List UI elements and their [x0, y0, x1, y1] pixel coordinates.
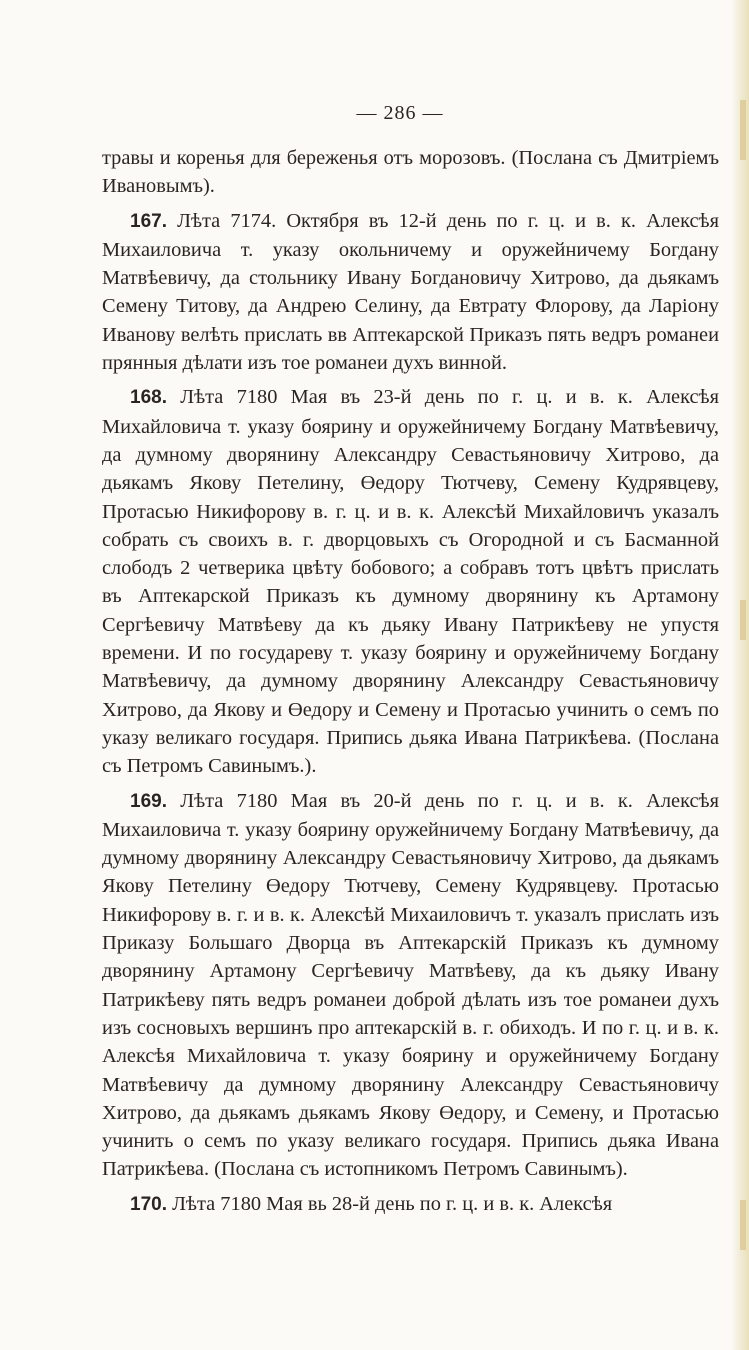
paragraph-170: [102, 1190, 719, 1219]
paragraph-169: [102, 787, 719, 1184]
edge-stain: [740, 1200, 746, 1250]
paragraph-168: [102, 383, 719, 780]
paragraph-text: Лѣта 7174. Октября въ 12-й день по г. ц. и в. к. Алексѣя Михаиловича т. указу окольничему и оружейничему Богдану Матвѣевичу, да стольнику Ивану Богдановичу Хитрово, да дьякамъ Семену Титову, да Андрею Селину, да Евтрату Флорову, да Ларіону Иванову велѣть прислать вв Аптекарской Приказъ пять ведръ романеи прянныя дѣлати изъ тое романеи духъ винной.: [102, 209, 719, 375]
entry-number: 167.: [130, 210, 167, 232]
entry-number: 170.: [130, 1193, 167, 1215]
paragraph-text: Лѣта 7180 Мая вь 28-й день по г. ц. и в. к. Алексѣя: [172, 1192, 613, 1215]
paragraph-167: [102, 207, 719, 378]
entry-number: 169.: [130, 790, 167, 812]
paragraph-continuation: [102, 144, 719, 201]
edge-stain: [740, 600, 746, 640]
paragraph-text: Лѣта 7180 Мая въ 20-й день по г. ц. и в. к. Алексѣя Михаиловича т. указу боярину оружейничему Богдану Матвѣевичу, да думному дворянину Александру Севастьяновичу Хитрово, да дьякамъ Якову Петелину Өедору Тютчеву, Семену Кудрявцеву. Протасью Никифорову в. г. и в. к. Алексѣй Михаиловичъ т. указалъ прислать изъ Приказу Большаго Дворца въ Аптекарскій Приказъ къ думному дворянину Артамону Сергѣевичу Матвѣеву, да къ дьяку Ивану Патрикѣеву пять ведръ романеи доброй дѣлать изъ тое романеи духъ изъ сосновыхъ вершинъ про аптекарскій в. г. обиходъ. И по г. ц. и в. к. Алексѣя Михайловича т. указу боярину и оружейничему Богдану Матвѣевичу да думному дворянину Александру Севастьяновичу Хитрово, да дьякамъ дьякамъ Якову Өедору, и Семену, и Протасью учинить о семъ по указу великаго государя. Припись дьяка Ивана Патрикѣева. (Послана съ истопникомъ Петромъ Савинымъ).: [102, 789, 719, 1181]
entry-number: 168.: [130, 387, 167, 409]
page-number: — 286 —: [356, 102, 444, 124]
document-body: [102, 144, 719, 1225]
page-edge: [731, 0, 749, 1350]
paragraph-text: травы и коренья для береженья отъ морозовъ. (Послана съ Дмитріемъ Ивановымъ).: [102, 147, 719, 198]
paragraph-text: Лѣта 7180 Мая въ 23-й день по г. ц. и в. к. Алексѣя Михайловича т. указу боярину и оружейничему Богдану Матвѣевичу, да думному дворянину Александру Севастьяновичу Хитрово, да дьякамъ Якову Петелину, Өедору Тютчеву, Семену Кудрявцеву, Протасью Никифорову в. г. ц. и в. к. Алексѣй Михайловичъ указалъ собрать съ своихъ в. г. дворцовыхъ съ Огородной и съ Басманной слободъ 2 четверика цвѣту бобового; а собравъ тотъ цвѣтъ прислать въ Аптекарской Приказъ къ думному дворянину къ Артамону Сергѣевичу Матвѣеву да къ дьяку Ивану Патрикѣеву не упустя времени. И по государеву т. указу боярину и оружейничему Богдану Матвѣевичу, да думному дворянину Александру Севастьяновичу Хитрово, да Якову и Өедору и Семену и Протасью учинить о семъ по указу великаго государя. Припись дьяка Ивана Патрикѣева. (Послана съ Петромъ Савинымъ.).: [102, 386, 719, 778]
